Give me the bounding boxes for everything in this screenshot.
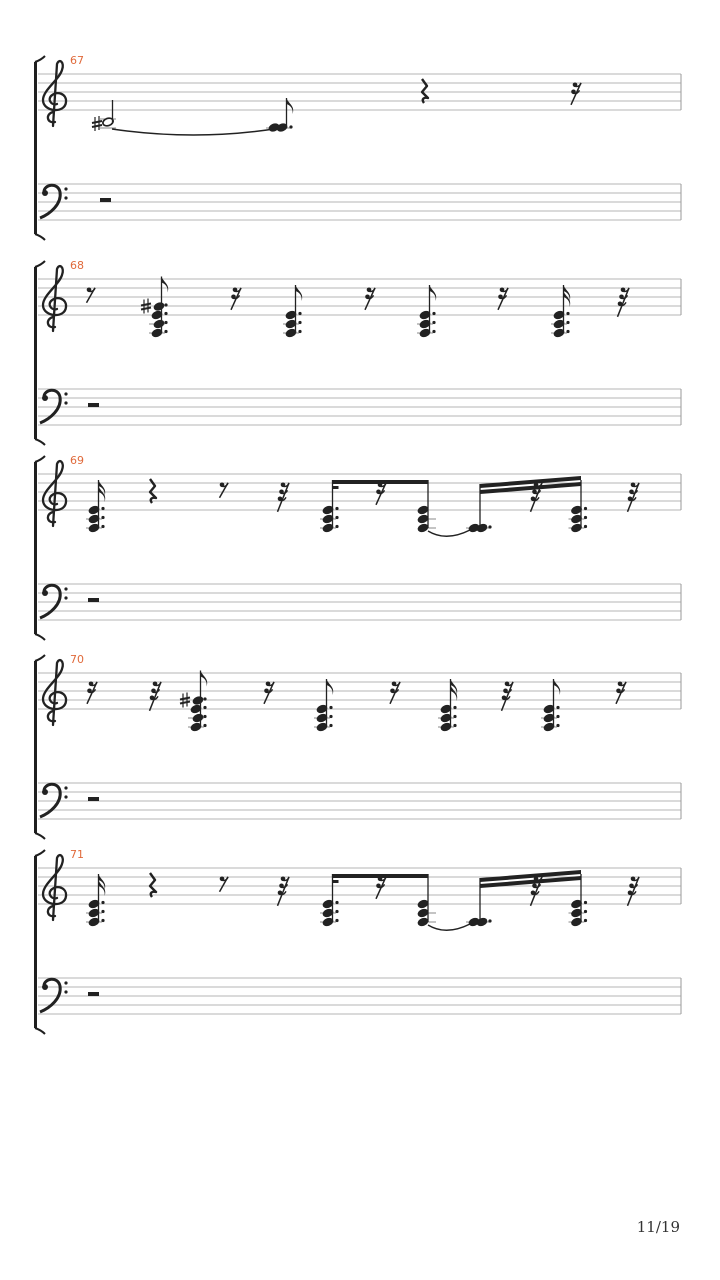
beam-partial: [333, 880, 339, 883]
bass-clef-dot: [42, 395, 48, 401]
bracket-hook: [35, 634, 45, 640]
augmentation-dot: [101, 525, 104, 528]
augmentation-dot: [164, 303, 167, 306]
augmentation-dot: [335, 910, 338, 913]
augmentation-dot: [101, 901, 104, 904]
note-flag: [99, 486, 106, 502]
half-rest: [88, 403, 99, 407]
system-69: [34, 454, 681, 640]
measure-number: 68: [70, 259, 84, 272]
augmentation-dot: [335, 516, 338, 519]
augmentation-dot: [556, 715, 559, 718]
augmentation-dot: [556, 706, 559, 709]
augmentation-dot: [101, 507, 104, 510]
bass-clef-dot: [64, 587, 67, 590]
system-bracket: [34, 267, 37, 439]
augmentation-dot: [432, 312, 435, 315]
augmentation-dot: [488, 919, 491, 922]
bass-clef-dot: [64, 990, 67, 993]
augmentation-dot: [584, 901, 587, 904]
tie: [428, 924, 470, 930]
system-67: [34, 54, 681, 240]
sharp-icon: [180, 698, 190, 700]
systems: [34, 54, 681, 1034]
augmentation-dot: [453, 724, 456, 727]
notehead: [153, 319, 165, 329]
bass-clef-dot: [64, 596, 67, 599]
notehead: [417, 899, 429, 909]
bass-clef-dot: [64, 187, 67, 190]
bracket-hook: [35, 456, 45, 462]
augmentation-dot: [101, 910, 104, 913]
augmentation-dot: [432, 330, 435, 333]
augmentation-dot: [101, 516, 104, 519]
augmentation-dot: [329, 706, 332, 709]
bracket-hook: [35, 1028, 45, 1034]
bass-clef-dot: [42, 190, 48, 196]
note-flag: [430, 285, 437, 301]
augmentation-dot: [584, 910, 587, 913]
augmentation-dot: [584, 516, 587, 519]
system-bracket: [34, 62, 37, 234]
notehead: [417, 505, 429, 515]
bracket-hook: [35, 56, 45, 62]
measure-number: 70: [70, 653, 84, 666]
notehead: [417, 523, 429, 533]
augmentation-dot: [566, 312, 569, 315]
augmentation-dot: [335, 525, 338, 528]
notehead: [417, 514, 429, 524]
augmentation-dot: [203, 697, 206, 700]
sharp-icon: [141, 304, 151, 306]
augmentation-dot: [584, 525, 587, 528]
bass-clef-dot: [64, 392, 67, 395]
tie: [428, 530, 470, 536]
augmentation-dot: [584, 507, 587, 510]
augmentation-dot: [329, 724, 332, 727]
system-71: [34, 848, 681, 1034]
augmentation-dot: [584, 919, 587, 922]
augmentation-dot: [335, 901, 338, 904]
beam-partial: [333, 486, 339, 489]
note-flag: [327, 679, 334, 695]
augmentation-dot: [289, 125, 292, 128]
system-bracket: [34, 462, 37, 634]
notehead: [192, 695, 204, 705]
augmentation-dot: [488, 525, 491, 528]
treble-clef-icon: [43, 61, 66, 126]
bass-clef-dot: [64, 981, 67, 984]
half-rest: [88, 598, 99, 602]
note-flag: [564, 291, 571, 307]
augmentation-dot: [203, 724, 206, 727]
system-bracket: [34, 661, 37, 833]
measure-number: 67: [70, 54, 84, 67]
bass-clef-dot: [42, 984, 48, 990]
half-rest: [88, 992, 99, 996]
notehead: [417, 908, 429, 918]
bracket-hook: [35, 439, 45, 445]
augmentation-dot: [453, 706, 456, 709]
bass-clef-dot: [42, 789, 48, 795]
bracket-hook: [35, 234, 45, 240]
notehead: [153, 301, 165, 311]
half-rest: [88, 797, 99, 801]
augmentation-dot: [432, 321, 435, 324]
augmentation-dot: [298, 312, 301, 315]
augmentation-dot: [566, 321, 569, 324]
augmentation-dot: [203, 715, 206, 718]
bracket-hook: [35, 261, 45, 267]
augmentation-dot: [164, 321, 167, 324]
bracket-hook: [35, 850, 45, 856]
augmentation-dot: [335, 507, 338, 510]
treble-clef-icon: [43, 855, 66, 920]
notehead: [476, 523, 488, 533]
measure-number: 71: [70, 848, 84, 861]
measure-number: 69: [70, 454, 84, 467]
augmentation-dot: [556, 724, 559, 727]
bracket-hook: [35, 655, 45, 661]
note-flag: [296, 285, 303, 301]
treble-clef-icon: [43, 461, 66, 526]
note-flag: [554, 679, 561, 695]
system-70: [34, 653, 681, 839]
notehead: [476, 917, 488, 927]
bass-clef-dot: [64, 786, 67, 789]
treble-clef-icon: [43, 660, 66, 725]
bass-clef-dot: [64, 795, 67, 798]
sharp-icon: [141, 308, 151, 310]
sharp-icon: [92, 125, 102, 127]
augmentation-dot: [453, 715, 456, 718]
augmentation-dot: [566, 330, 569, 333]
augmentation-dot: [298, 321, 301, 324]
note-flag: [287, 98, 294, 114]
augmentation-dot: [203, 706, 206, 709]
tie: [112, 129, 274, 135]
notehead: [417, 917, 429, 927]
sharp-icon: [92, 121, 102, 123]
treble-clef-icon: [43, 266, 66, 331]
augmentation-dot: [335, 919, 338, 922]
augmentation-dot: [164, 330, 167, 333]
augmentation-dot: [298, 330, 301, 333]
bracket-hook: [35, 833, 45, 839]
system-bracket: [34, 856, 37, 1028]
augmentation-dot: [329, 715, 332, 718]
sharp-icon: [180, 702, 190, 704]
notehead: [192, 713, 204, 723]
note-flag: [99, 880, 106, 896]
note-flag: [451, 685, 458, 701]
page-number: 11/19: [636, 1218, 680, 1236]
augmentation-dot: [101, 919, 104, 922]
system-68: [34, 259, 681, 445]
bass-clef-dot: [64, 401, 67, 404]
augmentation-dot: [164, 312, 167, 315]
bass-clef-dot: [64, 196, 67, 199]
half-rest: [100, 198, 111, 202]
bass-clef-dot: [42, 590, 48, 596]
